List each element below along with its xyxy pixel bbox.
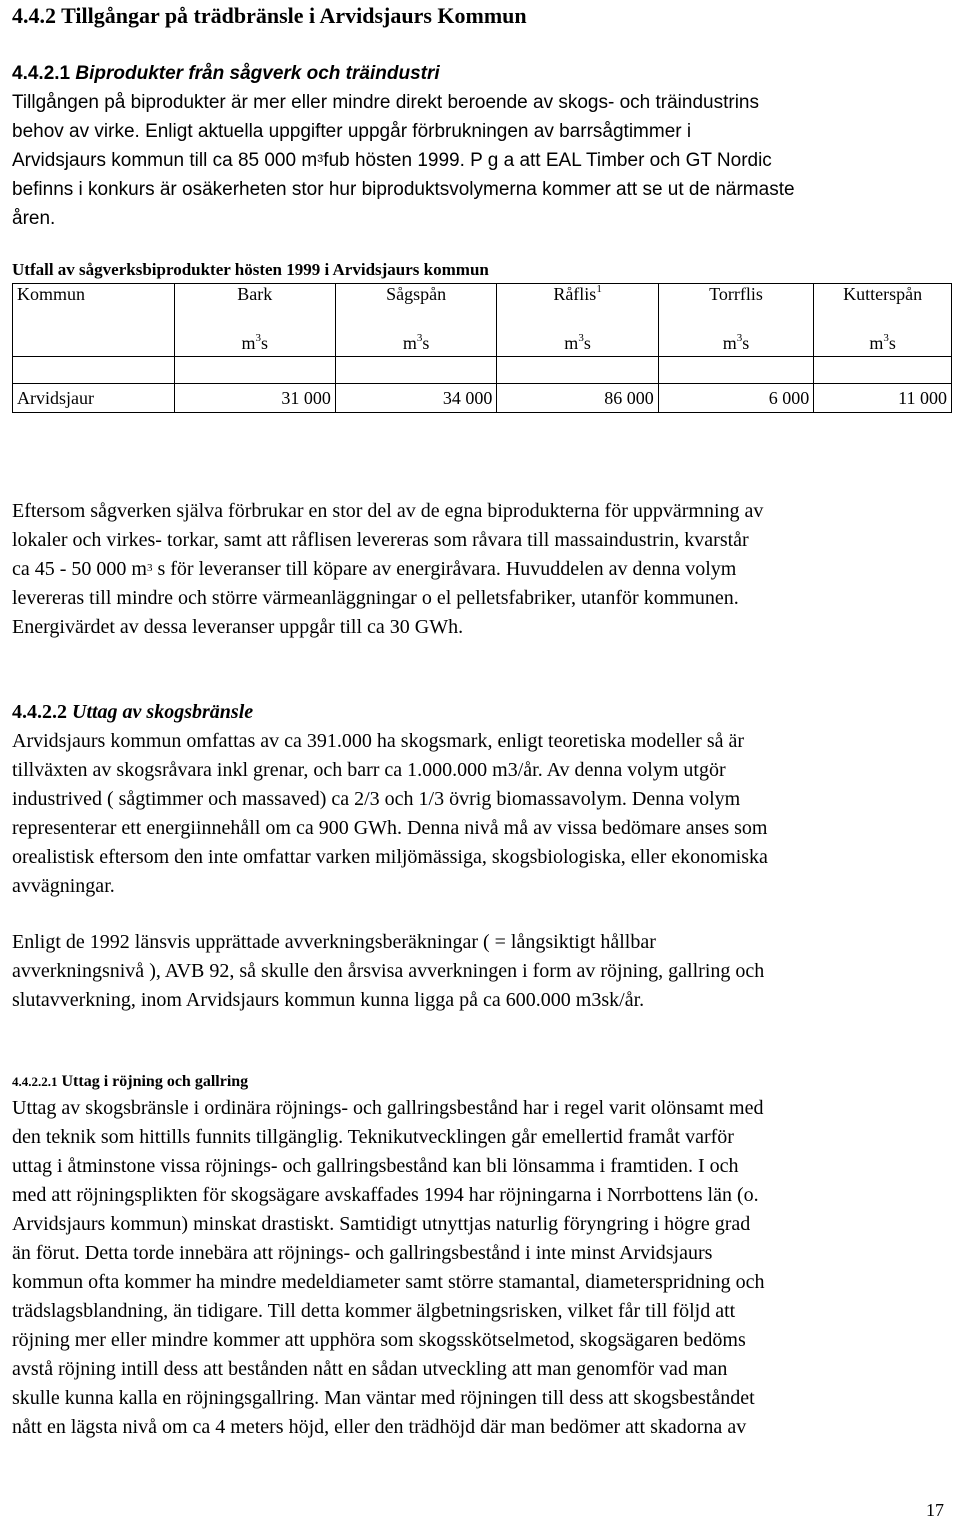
section-4-4-2-1 [12, 59, 795, 233]
paragraph-line: industrived ( sågtimmer och massaved) ca 2/3 och 1/3 övrig biomassavolym. Denna volym [12, 788, 741, 810]
header-cell: Sågspån [335, 284, 496, 311]
superscript: 3 [317, 153, 324, 165]
paragraph-line: röjning mer eller mindre kommer att upphöra som skogsskötselmetod, skogsägaren bedöms [12, 1329, 746, 1351]
unit-text: s [260, 333, 268, 353]
paragraph-line: avstå röjning intill dess att bestånden nått en sådan utveckling att man genomför vad man [12, 1358, 728, 1380]
paragraph-line [12, 146, 795, 175]
table-cell: 86 000 [497, 384, 658, 413]
header-cell: Kutterspån [814, 284, 952, 311]
paragraph-line: Arvidsjaurs kommun) minskat drastiskt. Samtidigt utnyttjas naturlig föryngring i högre grad [12, 1213, 751, 1235]
unit-sup: 3 [883, 332, 889, 344]
unit-sup: 3 [736, 332, 743, 344]
spacer-cell [335, 357, 496, 384]
table-cell: 6 000 [658, 384, 813, 413]
table-header-row [13, 284, 952, 311]
text-span: ca 45 - 50 000 m [12, 558, 147, 580]
unit-cell [658, 310, 813, 357]
paragraph-line: Eftersom sågverken själva förbrukar en stor del av de egna biprodukterna för uppvärmning av [12, 500, 764, 522]
paragraph-line: befinns i konkurs är osäkerheten stor hur biproduktsvolymerna kommer att se ut de närmaste [12, 179, 795, 200]
text-span: fub hösten 1999. P g a att EAL Timber och GT Nordic [323, 150, 772, 171]
paragraph-line: behov av virke. Enligt aktuella uppgifter uppgår förbrukningen av barrsågtimmer i [12, 121, 692, 142]
paragraph-line: Energivärdet av dessa leveranser uppgår till ca 30 GWh. [12, 616, 464, 638]
subsection-title: Biprodukter från sågverk och träindustri [70, 63, 440, 84]
spacer-cell [814, 357, 952, 384]
unit-text: m [869, 333, 884, 353]
header-cell: Bark [174, 284, 335, 311]
spacer-cell [174, 357, 335, 384]
paragraph-line: kommun ofta kommer ha mindre medeldiameter samt större stamantal, diameterspridning och [12, 1271, 765, 1293]
header-cell [497, 284, 658, 311]
section-4-4-2-2 [12, 698, 768, 901]
spacer-cell [497, 357, 658, 384]
paragraph-line: med att röjningsplikten för skogsägare avskaffades 1994 har röjningarna i Norrbottens län (o. [12, 1184, 759, 1206]
subsection-number: 4.4.2.2 [12, 701, 67, 723]
section-4-4-2-2-1 [12, 1070, 765, 1442]
table-cell: Arvidsjaur [13, 384, 175, 413]
text-span: Arvidsjaurs kommun till ca 85 000 m [12, 150, 318, 171]
unit-cell [497, 310, 658, 357]
unit-text: s [583, 333, 591, 353]
subsection-number: 4.4.2.2.1 [12, 1074, 58, 1089]
subsection-heading-4-4-2-2-1 [12, 1070, 765, 1094]
table-unit-row [13, 310, 952, 357]
unit-cell [174, 310, 335, 357]
header-cell: Kommun [13, 284, 175, 311]
table-cell: 34 000 [335, 384, 496, 413]
paragraph-line: avverkningsnivå ), AVB 92, så skulle den årsvisa avverkningen i form av röjning, gallring och [12, 960, 765, 982]
paragraph-line: åren. [12, 208, 56, 229]
unit-sup: 3 [578, 332, 584, 344]
paragraph-line [12, 555, 763, 584]
paragraph-avb92 [12, 928, 764, 1015]
unit-cell [814, 310, 952, 357]
paragraph-line: skulle kunna kalla en röjningsgallring. Man väntar med röjningen till dess att skogsbeståndet [12, 1387, 755, 1409]
paragraph-line: än förut. Detta torde innebära att röjnings- och gallringsbestånd i inte minst Arvidsjaurs [12, 1242, 713, 1264]
paragraph-line: lokaler och virkes- torkar, samt att råflisen levereras som råvara till massaindustrin, kvarstår [12, 529, 749, 551]
table-row [13, 384, 952, 413]
spacer-cell [658, 357, 813, 384]
unit-text: s [888, 333, 896, 353]
subsection-heading-4-4-2-2 [12, 698, 768, 727]
unit-text: s [742, 333, 750, 353]
unit-text: m [402, 333, 417, 353]
paragraph-line: orealistisk eftersom den inte omfattar varken miljömässiga, skogsbiologiska, eller ekonomiska [12, 846, 768, 868]
header-text: Råflis [553, 284, 597, 304]
paragraph-line: tillväxten av skogsråvara inkl grenar, och barr ca 1.000.000 m3/år. Av denna volym utgör [12, 759, 726, 781]
paragraph-biproducts [12, 497, 763, 642]
subsection-number: 4.4.2.1 [12, 63, 71, 84]
table-cell: 11 000 [814, 384, 952, 413]
paragraph-line: Tillgången på biprodukter är mer eller mindre direkt beroende av skogs- och träindustrins [12, 92, 760, 113]
paragraph-line: Enligt de 1992 länsvis upprättade avverkningsberäkningar ( = långsiktigt hållbar [12, 931, 656, 953]
subsection-title: Uttag i röjning och gallring [57, 1073, 249, 1090]
unit-text: m [722, 333, 737, 353]
paragraph-line: den teknik som hittills funnits tillgänglig. Teknikutvecklingen går emellertid framåt varför [12, 1126, 734, 1148]
spacer-cell [13, 357, 175, 384]
table-spacer-row [13, 357, 952, 384]
paragraph-line: Arvidsjaurs kommun omfattas av ca 391.000 ha skogsmark, enligt teoretiska modeller så är [12, 730, 745, 752]
paragraph-line: slutavverkning, inom Arvidsjaurs kommun kunna ligga på ca 600.000 m3sk/år. [12, 989, 645, 1011]
unit-cell [335, 310, 496, 357]
unit-cell [13, 310, 175, 357]
table-caption: Utfall av sågverksbiprodukter hösten 1999 i Arvidsjaurs kommun [12, 260, 489, 279]
paragraph-line: representerar ett energiinnehåll om ca 900 GWh. Denna nivå må av vissa bedömare anses som [12, 817, 768, 839]
subsection-heading-4-4-2-1 [12, 59, 795, 88]
text-span: s för leveranser till köpare av energiråvara. Huvuddelen av denna volym [152, 558, 737, 580]
page-number: 17 [926, 1500, 944, 1520]
paragraph-line: levereras till mindre och större värmeanläggningar o el pelletsfabriker, utanför kommunen. [12, 587, 739, 609]
unit-text: s [422, 333, 430, 353]
section-heading: 4.4.2 Tillgångar på trädbränsle i Arvidsjaurs Kommun [12, 3, 527, 28]
footnote-marker: 1 [596, 283, 602, 295]
paragraph-line: Uttag av skogsbränsle i ordinära röjnings- och gallringsbestånd har i regel varit olönsamt med [12, 1097, 764, 1119]
superscript: 3 [146, 562, 153, 574]
paragraph-line: trädslagsblandning, än tidigare. Till detta kommer älgbetningsrisken, vilket får till följd att [12, 1300, 736, 1322]
paragraph-line: avvägningar. [12, 875, 115, 897]
paragraph-line: nått en lägsta nivå om ca 4 meters höjd, eller den trädhöjd där man bedömer att skadorna av [12, 1416, 747, 1438]
unit-sup: 3 [255, 332, 261, 344]
biproduct-table [12, 283, 952, 413]
unit-text: m [241, 333, 256, 353]
unit-sup: 3 [416, 332, 423, 344]
unit-text: m [564, 333, 579, 353]
paragraph-line: uttag i åtminstone vissa röjnings- och gallringsbestånd kan bli lönsamma i framtiden. I och [12, 1155, 739, 1177]
subsection-title: Uttag av skogsbränsle [67, 701, 254, 723]
header-cell: Torrflis [658, 284, 813, 311]
table-cell: 31 000 [174, 384, 335, 413]
